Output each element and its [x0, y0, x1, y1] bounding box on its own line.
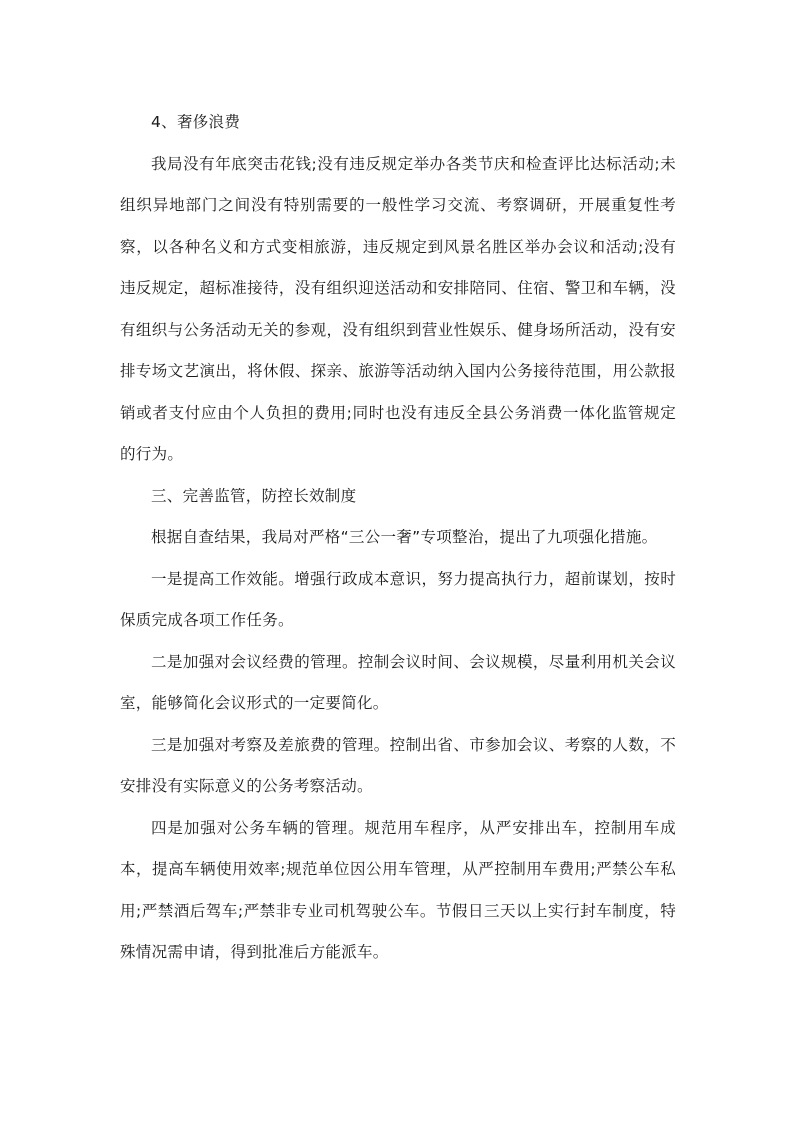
paragraph-measure-meetings: 二是加强对会议经费的管理。控制会议时间、会议规模，尽量利用机关会议室，能够简化会议形式的一定要简化。 — [120, 652, 676, 712]
paragraph-measure-vehicles: 四是加强对公务车辆的管理。规范用车程序，从严安排出车，控制用车成本，提高车辆使用效率;规范单位因公用车管理，从严控制用车费用;严禁公车私用;严禁酒后驾车;严禁非专业司机驾驶公车。节假日三天以上实行封车制度，特殊情况需申请，得到批准后方能派车。 — [120, 818, 676, 961]
paragraph-nine-measures: 根据自查结果，我局对严格“三公一奢”专项整治，提出了九项强化措施。 — [151, 528, 658, 546]
paragraph-measure-travel: 三是加强对考察及差旅费的管理。控制出省、市参加会议、考察的人数，不安排没有实际意义的公务考察活动。 — [120, 735, 676, 795]
paragraph-measure-efficiency: 一是提高工作效能。增强行政成本意识，努力提高执行力，超前谋划，按时保质完成各项工作任务。 — [120, 569, 676, 629]
document-body — [120, 102, 676, 974]
heading-supervision: 三、完善监管，防控长效制度 — [151, 486, 357, 505]
heading-extravagance: 4、奢侈浪费 — [151, 113, 241, 131]
paragraph-extravagance-details: 我局没有年底突击花钱;没有违反规定举办各类节庆和检查评比达标活动;未组织异地部门之间没有特别需要的一般性学习交流、考察调研，开展重复性考察，以各种名义和方式变相旅游，违反规定到风景名胜区举办会议和活动;没有违反规定，超标准接待，没有组织迎送活动和安排陪同、住宿、警卫和车辆，没有组织与公务活动无关的参观，没有组织到营业性娱乐、健身场所活动，没有安排专场文艺演出，将休假、探亲、旅游等活动纳入国内公务接待范围，用公款报销或者支付应由个人负担的费用;同时也没有违反全县公务消费一体化监管规定的行为。 — [120, 154, 676, 463]
